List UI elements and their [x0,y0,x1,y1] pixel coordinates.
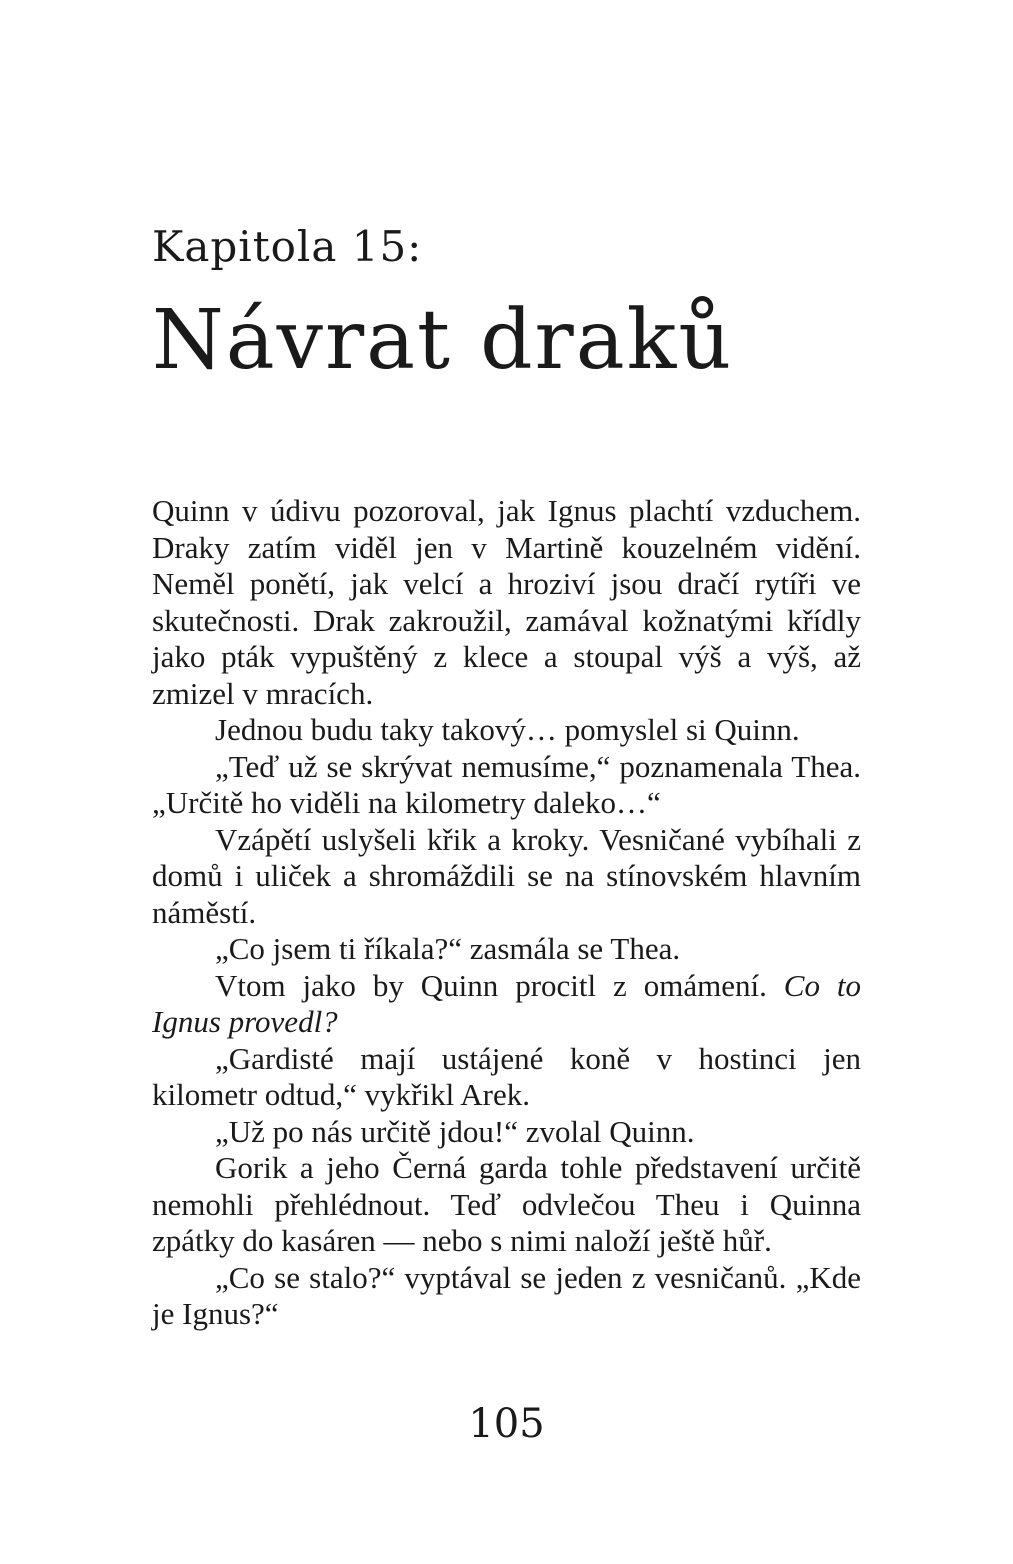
paragraph-6 [152,968,861,1041]
paragraph-9: Gorik a jeho Černá garda tohle představení určitě nemohli přehlédnout. Teď odvlečou Theu i Quinna zpátky do kasáren — nebo s nimi naloží ještě hůř. [152,1150,861,1258]
paragraph-5: „Co jsem ti říkala?“ zasmála se Thea. [215,931,681,966]
paragraph-1: Quinn v údivu pozoroval, jak Ignus plachtí vzduchem. Draky zatím viděl jen v Martině kouzelném vidění. Neměl ponětí, jak velcí a hroziví jsou dračí rytíři ve skutečnosti. Drak zakroužil, zamával kožnatými křídly jako pták vypuštěný z klece a stoupal výš a výš, až zmizel v mracích. [152,493,861,711]
chapter-label: Kapitola 15: [152,222,423,271]
paragraph-8: „Už po nás určitě jdou!“ zvolal Quinn. [215,1113,695,1149]
paragraph-6-regular: Vtom jako by Quinn procitl z omámení. [215,967,784,1003]
page-number: 105 [468,1401,545,1447]
paragraph-4: Vzápětí uslyšeli křik a kroky. Vesničané vybíhali z domů i uliček a shromáždili se na stínovském hlavním náměstí. [152,821,861,930]
paragraph-3: „Teď už se skrývat nemusíme,“ poznamenala Thea. „Určitě ho viděli na kilometry daleko…“ [152,748,861,820]
paragraph-6-italic-thought: Co to Ignus provedl? [152,967,861,1039]
paragraph-7: „Gardisté mají ustájené koně v hostinci jen kilometr odtud,“ vykřikl Arek. [152,1040,861,1112]
paragraph-2: Jednou budu taky takový… pomyslel si Quinn. [215,712,800,747]
chapter-body [152,493,861,1333]
chapter-title: Návrat draků [152,293,734,388]
paragraph-10: „Co se stalo?“ vyptával se jeden z vesničanů. „Kde je Ignus?“ [152,1259,861,1331]
